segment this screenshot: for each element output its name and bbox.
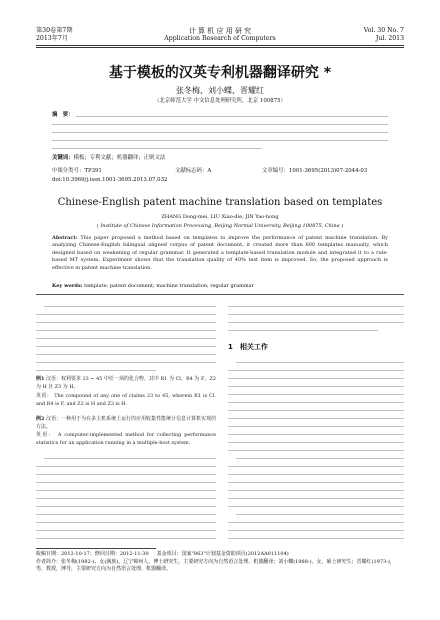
- header-rule: [36, 45, 404, 46]
- body-line: [228, 370, 404, 371]
- body-line: [228, 474, 404, 475]
- header-vol-en: Vol. 30 No. 7: [363, 27, 404, 34]
- body-line: [236, 362, 404, 363]
- example-1-cn: [36, 376, 216, 391]
- body-line: [228, 314, 404, 315]
- document-code: 文献标志码：A: [175, 168, 212, 174]
- body-line: [228, 538, 404, 539]
- body-line: [228, 482, 404, 483]
- header-date-cn: 2013年7月: [36, 35, 69, 42]
- body-line: [36, 322, 216, 323]
- body-line: [228, 442, 404, 443]
- body-line: [36, 538, 216, 539]
- body-line: [236, 514, 404, 515]
- example-text: The compound of any one of claims 23 to 45, wherein R1 is Cl, and R4 is F, and Z2 is H and Z3 is H.: [36, 393, 216, 407]
- body-line: [228, 410, 404, 411]
- body-line: [236, 458, 404, 459]
- body-line: [36, 314, 216, 315]
- body-line: [228, 322, 404, 323]
- body-line: [228, 402, 404, 403]
- header-rule-2: [36, 47, 404, 48]
- doi: doi:10.3969/j.issn.1001-3695.2013.07.032: [52, 177, 168, 183]
- body-line: [36, 522, 216, 523]
- body-line: [36, 330, 216, 331]
- affiliation-en: ( Institute of Chinese Information Processing, Beijing Normal University, Beijing 100875, China ): [96, 223, 344, 229]
- article-number: 文章编号：1001-3695(2013)07-2044-03: [262, 168, 368, 174]
- footnote-dates: [36, 551, 404, 558]
- abstract-cn-line: [52, 148, 262, 149]
- body-line: [228, 386, 404, 387]
- example-1-en: [36, 393, 216, 408]
- abstract-en-label: Abstract:: [52, 235, 78, 241]
- authors-cn: 张冬梅，刘小蝶，晋耀红: [176, 86, 264, 95]
- example-2-cn: [36, 416, 216, 431]
- affiliation-cn: （北京师范大学 中文信息处理研究所，北京 100875）: [154, 98, 286, 104]
- keywords-cn-label: 关键词：: [52, 155, 74, 161]
- keywords-en: template; patent document; machine translation; regular grammar: [84, 283, 254, 289]
- body-line: [36, 346, 216, 347]
- header-vol-cn: 第30卷第7期: [36, 27, 73, 34]
- clc-number: 中图分类号：TP391: [52, 168, 102, 174]
- section-heading: 1 相关工作: [228, 343, 268, 351]
- body-line: [228, 394, 404, 395]
- body-line: [36, 362, 216, 363]
- body-line: [228, 498, 404, 499]
- example-label: 英语：: [36, 393, 53, 399]
- body-line: [228, 450, 404, 451]
- keywords-cn-row: [52, 155, 165, 162]
- body-line: [36, 370, 156, 371]
- body-line: [36, 466, 216, 467]
- title-en: Chinese-English patent machine translation based on templates: [57, 197, 383, 208]
- example-text: 汉语：权利要求 23 ~ 45 中任一项的化合物，其中 R1 为 Cl，R4 为 F，Z2 为 H 且 Z3 为 H。: [36, 376, 216, 390]
- body-line: [228, 490, 404, 491]
- authors-en: ZHANG Dong-mei, LIU Xiao-die, JIN Yao-hong: [161, 214, 279, 220]
- abstract-cn-line: [52, 140, 388, 141]
- footnote-bio: 作者简介：张冬梅(1982-)，女(满族)，辽宁锦州人，博士研究生，主要研究方向为自然语言处理、机器翻译；刘小蝶(1988-)，女，硕士研究生；晋耀红(1973-)，男，教授，博导，主要研究方向为自然语言处理、机器翻译。: [36, 559, 395, 572]
- header-journal-cn: 计 算 机 应 用 研 究: [188, 27, 252, 35]
- keywords-en-label: Key words:: [52, 283, 83, 289]
- abstract-cn-line: [76, 116, 388, 117]
- body-line: [228, 506, 404, 507]
- abstract-cn-label: 摘 要：: [52, 112, 74, 118]
- body-line: [36, 498, 216, 499]
- body-line: [228, 330, 378, 331]
- body-line: [36, 474, 216, 475]
- abstract-cn-line: [52, 132, 388, 133]
- abstract-en: [52, 235, 388, 272]
- keywords-cn: 模板；专利文献；机器翻译；正则文法: [73, 155, 166, 161]
- body-line: [36, 506, 216, 507]
- example-text: A computer-implemented method for collecting performance statistics for an application running in a multiple-host system.: [36, 432, 216, 446]
- example-2-en: [36, 432, 216, 447]
- keywords-en-row: [52, 283, 388, 290]
- body-line: [228, 378, 404, 379]
- abstract-en-text: This paper proposed a method based on templates to improve the performance of patent machine translation. By analyzing Chinese-English bilingual aligned corpus of patent document, it created more than 600 templates manually, which designed based on weakening of regular grammar. It generated a template-based translation module and integrated it to a rule-based MT system. Experiment shows that the translation quality of 40% test item is improved. So, the proposed approach is effective in patent machine translation.: [52, 235, 388, 271]
- body-line: [228, 426, 404, 427]
- body-line: [36, 338, 216, 339]
- body-line: [36, 530, 216, 531]
- footnote-rule: [36, 548, 156, 549]
- body-line: [36, 354, 216, 355]
- header-journal-en: Application Research of Computers: [164, 35, 276, 42]
- header-date-en: Jul. 2013: [375, 35, 404, 42]
- body-line: [36, 514, 216, 515]
- footnote-fund: 基金项目：国家"863"计划基金资助项目(2012AA011104): [156, 551, 289, 557]
- title-cn: 基于模板的汉英专利机器翻译研究 *: [108, 65, 332, 81]
- body-line: [228, 418, 404, 419]
- example-text: 汉语：一种用于为在多主机系统上运行的应用收集性能统计信息计算机实现的方法。: [36, 416, 216, 430]
- example-label: 例1: [36, 376, 45, 382]
- body-line: [36, 482, 216, 483]
- abstract-rule: [36, 294, 404, 295]
- body-line: [44, 458, 216, 459]
- example-label: 英语：: [36, 432, 55, 438]
- abstract-cn-line: [52, 124, 388, 125]
- body-line: [36, 490, 216, 491]
- body-line: [44, 306, 216, 307]
- body-line: [228, 434, 404, 435]
- footnote-received: 收稿日期：2012-10-17；修回日期：2012-11-30: [36, 551, 149, 557]
- body-line: [228, 466, 404, 467]
- body-line: [228, 306, 404, 307]
- body-line: [228, 530, 404, 531]
- example-label: 例2: [36, 416, 45, 422]
- body-line: [228, 522, 404, 523]
